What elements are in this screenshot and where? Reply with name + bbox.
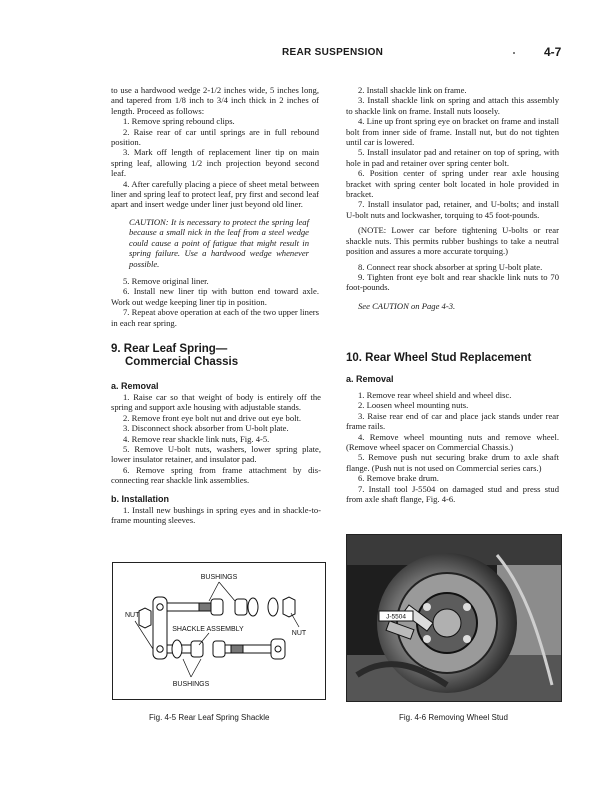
step: 5. Remove U-bolt nuts, washers, lower spring plate, lower insulator retainer, and insulator pad. (111, 444, 321, 465)
step: 7. Repeat above operation at each of the two upper liners in each rear spring. (111, 307, 319, 328)
shackle-diagram-svg (113, 563, 325, 699)
step: 5. Remove original liner. (123, 275, 209, 286)
page-header (0, 40, 612, 60)
subsection-heading: a. Removal (346, 374, 394, 384)
figure-wheel-stud-photo (346, 534, 562, 702)
section-9 (111, 343, 321, 525)
step: 1. Remove rear wheel shield and wheel disc. (358, 390, 512, 400)
step: 7. Install insulator pad, retainer, and U-bolts; and install U-bolt nuts and lockwasher, torquing to 45 foot-pounds. (346, 199, 559, 220)
step: 1. Install new bushings in spring eyes and in shackle-to-frame mounting sleeves. (111, 504, 321, 526)
step: 6. Remove brake drum. (358, 473, 439, 484)
header-mark (513, 52, 515, 54)
subsection-heading: b. Installation (111, 493, 170, 504)
step: 5. Install insulator pad and retainer on top of spring, with hole in pad and retainer over spring center bolt. (346, 147, 559, 168)
step: 4. Remove wheel mounting nuts and remove wheel. (Remove wheel spacer on Commercial Chassis.) (346, 431, 559, 453)
step: 1. Remove spring rebound clips. (123, 116, 235, 127)
caution-note: CAUTION: It is necessary to protect the spring leaf because a small nick in the leaf from a steel wedge could cause a point of fatigue that might result in spring failure. Use a hardwood wedge whenever possible. (129, 216, 309, 269)
cross-reference: See CAUTION on Page 4-3. (358, 300, 456, 311)
subsection-heading: a. Removal (111, 381, 159, 391)
left-column-text (111, 85, 319, 328)
figure-caption: Fig. 4-5 Rear Leaf Spring Shackle (149, 713, 270, 722)
step: 4. Remove rear shackle link nuts, Fig. 4-5. (123, 433, 270, 444)
shackle-plate-left (153, 597, 167, 659)
step: 2. Raise rear of car until springs are in full rebound position. (111, 126, 319, 148)
wheel-stud-photo-svg (347, 535, 561, 701)
page-number: 4-7 (544, 45, 562, 59)
section-heading: Commercial Chassis (125, 356, 239, 368)
note: (NOTE: Lower car before tightening U-bolts or rear shackle nuts. This permits rubber bushings to take a neutral position and assures a more accurate torquing.) (346, 225, 559, 257)
step: 6. Install new liner tip with button end toward axle. Work out wedge keeping liner tip in position. (111, 286, 319, 307)
upper-bolt (167, 597, 295, 617)
label-nut-left: NUT (125, 612, 140, 619)
step: 3. Disconnect shock absorber from U-bolt plate. (123, 423, 289, 434)
step: 2. Remove front eye bolt nut and drive out eye bolt. (123, 412, 302, 423)
step: 6. Position center of spring under rear axle housing bracket with spring center bolt located in hole provided in bracket. (346, 168, 559, 200)
label-shackle-assembly: SHACKLE ASSEMBLY (172, 626, 244, 633)
step: 6. Remove spring from frame attachment by dis-connecting rear shackle link assemblies. (111, 464, 321, 486)
step: 9. Tighten front eye bolt and rear shackle link nuts to 70 foot-pounds. (346, 271, 559, 293)
right-column-text (346, 85, 559, 311)
step: 5. Remove push nut securing brake drum to axle shaft flange. (Push nut is not used on Commercial series cars.) (346, 452, 559, 473)
tool-label: J-5504 (386, 613, 406, 621)
step: 4. Line up front spring eye on bracket on frame and install bolt from inner side of frame. Install nut, but do not tighten until car is lowered. (346, 116, 559, 148)
step: 7. Install tool J-5504 on damaged stud and press stud from axle shaft flange, Fig. 4-6. (346, 483, 559, 505)
section-title: REAR SUSPENSION (282, 47, 384, 58)
label-bushings-top: BUSHINGS (200, 574, 238, 581)
paragraph: to use a hardwood wedge 2-1/2 inches wide, 5 inches long, and tapered from 1/8 inch to 3/4 inch thick in 2 inches of length. Proceed as follows: (111, 85, 319, 116)
section-heading: 10. Rear Wheel Stud Replacement (346, 352, 532, 364)
section-10 (346, 352, 559, 504)
step: 4. After carefully placing a piece of sheet metal between liner and spring leaf to protect leaf, pry first and second leaf apart and insert wedge under liner just beyond old liner. (111, 178, 319, 210)
label-bushings-bottom: BUSHINGS (172, 681, 210, 688)
nut-left (139, 608, 151, 628)
label-nut-right: NUT (291, 630, 307, 637)
step: 3. Raise rear end of car and place jack stands under rear frame rails. (346, 410, 559, 432)
section-heading: 9. Rear Leaf Spring— (111, 343, 228, 355)
step: 3. Mark off length of replacement liner tip on main spring leaf, allowing 1/2 inch projection beyond second leaf. (111, 147, 319, 179)
step: 2. Loosen wheel mounting nuts. (358, 400, 469, 411)
step: 8. Connect rear shock absorber at spring U-bolt plate. (358, 261, 543, 272)
figure-shackle-diagram (112, 562, 326, 700)
step: 3. Install shackle link on spring and attach this assembly to shackle link on frame. Install nuts loosely. (346, 95, 559, 116)
lower-bolt (167, 639, 285, 659)
figure-caption: Fig. 4-6 Removing Wheel Stud (399, 713, 508, 722)
step: 2. Install shackle link on frame. (358, 85, 467, 95)
step: 1. Raise car so that weight of body is entirely off the spring and support axle housing with adjustable stands. (111, 392, 321, 413)
